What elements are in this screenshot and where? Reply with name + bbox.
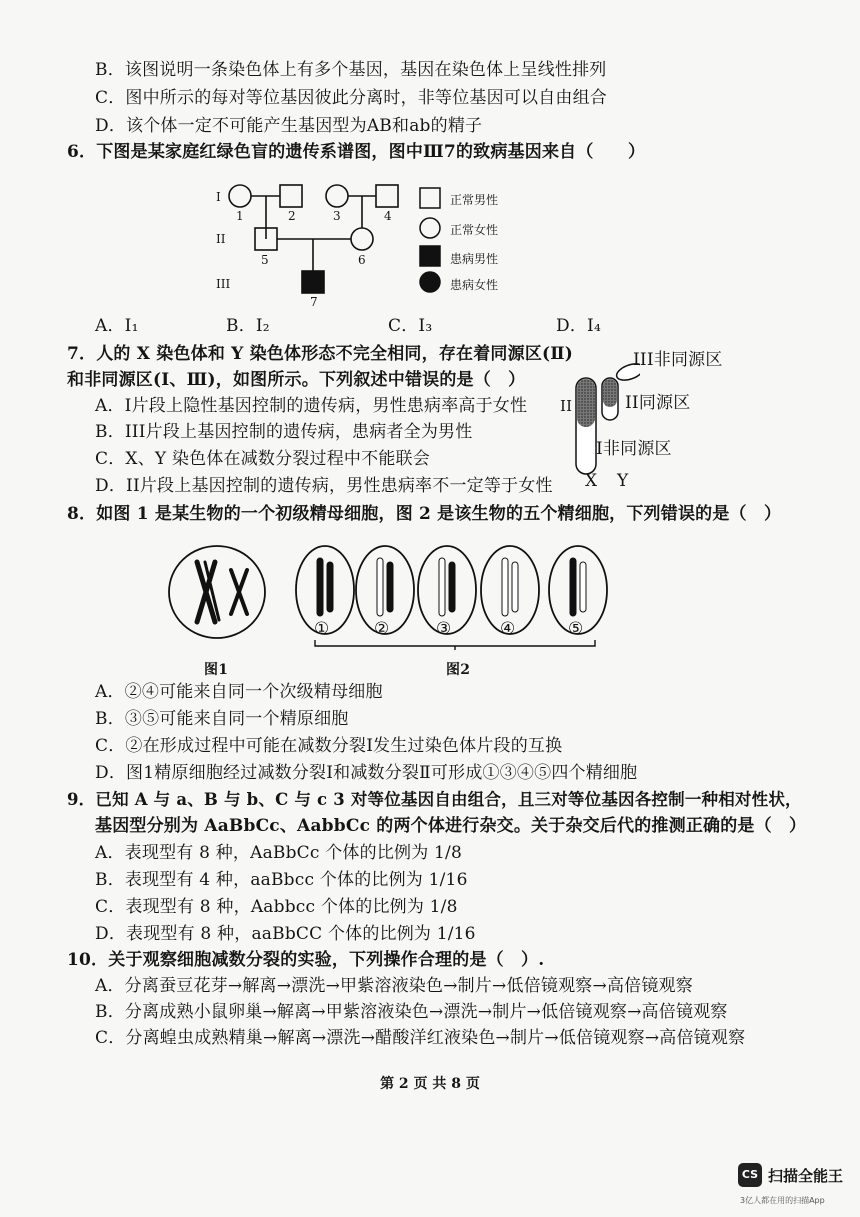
ind-label-5: 5 [261, 253, 269, 267]
pedigree-i3-female [326, 185, 348, 207]
watermark-subtitle: 3亿人都在用的扫描App [740, 1196, 825, 1205]
gen-label-ii: II [216, 232, 226, 246]
pedigree-iii7-affected-male [302, 271, 324, 293]
legend-normal-male-symbol [420, 188, 440, 208]
q10-option-c: C．分离蝗虫成熟精巢→解离→漂洗→醋酸洋红液染色→制片→低倍镜观察→高倍镜观察 [95, 1028, 746, 1048]
q9-option-a: A．表现型有 8 种，AaBbCc 个体的比例为 1/8 [95, 843, 462, 863]
q10-stem: 10．关于观察细胞减数分裂的实验，下列操作合理的是（ ）. [67, 950, 545, 970]
q9-stem-line1: 9．已知 A 与 a、B 与 b、C 与 c 3 对等位基因自由组合，且三对等位基因各控制一种相对性状， [67, 790, 802, 809]
q5-option-b: B．该图说明一条染色体上有多个基因，基因在染色体上呈线性排列 [95, 60, 607, 80]
legend-affected-female-symbol [420, 272, 440, 292]
fig-label-iii-nonhomologous: III非同源区 [633, 350, 723, 370]
camscanner-logo-icon: CS [738, 1163, 762, 1187]
y-homologous-region [603, 379, 617, 407]
q7-option-d: D．II片段上基因控制的遗传病，男性患病率不一定等于女性 [95, 476, 553, 496]
gen-label-i: I [216, 190, 221, 204]
q9-option-c: C．表现型有 8 种，Aabbcc 个体的比例为 1/8 [95, 897, 458, 917]
figure-2-label: 图2 [446, 662, 471, 678]
gen-label-iii: III [216, 277, 231, 291]
q7-option-c: C．X、Y 染色体在减数分裂过程中不能联会 [95, 449, 430, 469]
q8-stem: 8．如图 1 是某生物的一个初级精母细胞，图 2 是该生物的五个精细胞，下列错误的是（ ） [67, 504, 782, 524]
ind-label-1: 1 [236, 209, 244, 223]
ind-label-7: 7 [310, 295, 318, 309]
cell-label-4: ④ [500, 619, 516, 639]
q10-option-b: B．分离成熟小鼠卵巢→解离→甲紫溶液染色→漂洗→制片→低倍镜观察→高倍镜观察 [95, 1002, 728, 1022]
ind-label-6: 6 [358, 253, 366, 267]
q5-option-c: C．图中所示的每对等位基因彼此分离时，非等位基因可以自由组合 [95, 88, 608, 108]
primary-spermatocyte-cell [169, 546, 265, 638]
cell-label-2: ② [374, 619, 390, 639]
q8-option-d: D．图1精原细胞经过减数分裂Ⅰ和减数分裂Ⅱ可形成①③④⑤四个精细胞 [95, 763, 638, 783]
legend-affected-male: 患病男性 [450, 252, 499, 266]
pedigree-i4-male [376, 185, 398, 207]
q8-option-a: A．②④可能来自同一个次级精母细胞 [95, 682, 383, 702]
pedigree-ii6-female [351, 228, 373, 250]
legend-affected-female: 患病女性 [450, 278, 499, 292]
q7-stem-line2: 和非同源区(Ⅰ、Ⅲ)，如图所示。下列叙述中错误的是（ ） [67, 370, 526, 390]
q9-stem-line2: 基因型分别为 AaBbCc、AabbCc 的两个体进行杂交。关于杂交后代的推测正确的是（ ） [95, 816, 807, 836]
q6-option-d: D．I₄ [556, 316, 601, 336]
pedigree-i2-male [280, 185, 302, 207]
q6-option-b: B．I₂ [226, 316, 270, 336]
legend-normal-female: 正常女性 [450, 223, 499, 237]
q10-option-a: A．分离蚕豆花芽→解离→漂洗→甲紫溶液染色→制片→低倍镜观察→高倍镜观察 [95, 976, 693, 996]
legend-normal-male: 正常男性 [450, 193, 499, 207]
q5-option-d: D．该个体一定不可能产生基因型为AB和ab的精子 [95, 116, 483, 136]
q8-option-c: C．②在形成过程中可能在减数分裂Ⅰ发生过染色体片段的互换 [95, 736, 563, 756]
q6-option-a: A．I₁ [95, 316, 139, 336]
q9-option-d: D．表现型有 8 种，aaBbCC 个体的比例为 1/16 [95, 924, 476, 944]
legend-normal-female-symbol [420, 218, 440, 238]
ind-label-4: 4 [384, 209, 392, 223]
page-footer: 第 2 页 共 8 页 [380, 1076, 480, 1092]
legend-affected-male-symbol [420, 246, 440, 266]
q9-option-b: B．表现型有 4 种，aaBbcc 个体的比例为 1/16 [95, 870, 468, 890]
cell-label-1: ① [314, 619, 330, 639]
q7-option-a: A．I片段上隐性基因控制的遗传病，男性患病率高于女性 [95, 396, 528, 416]
fig-label-x: X [585, 471, 598, 491]
cell-label-3: ③ [436, 619, 452, 639]
ind-label-2: 2 [288, 209, 296, 223]
watermark-title: 扫描全能王 [768, 1167, 844, 1185]
q7-option-b: B．III片段上基因控制的遗传病，患病者全为男性 [95, 422, 473, 442]
q8-option-b: B．③⑤可能来自同一个精原细胞 [95, 709, 349, 729]
cell-label-5: ⑤ [568, 619, 584, 639]
q6-option-c: C．I₃ [388, 316, 433, 336]
figure-1-label: 图1 [204, 662, 229, 678]
fig-label-ii-homologous: II同源区 [625, 393, 691, 413]
meiosis-figure [165, 540, 625, 650]
q6-stem: 6．下图是某家庭红绿色盲的遗传系谱图，图中Ⅲ7的致病基因来自（ ） [67, 142, 646, 162]
x-homologous-region [577, 379, 595, 427]
ind-label-3: 3 [333, 209, 341, 223]
pedigree-i1-female [229, 185, 251, 207]
q7-stem-line1: 7．人的 X 染色体和 Y 染色体形态不完全相同，存在着同源区(Ⅱ) [67, 344, 574, 364]
fig-label-y: Y [617, 471, 629, 491]
fig-label-i-nonhomologous: I非同源区 [596, 439, 672, 459]
fig-label-ii-left: II [560, 397, 573, 415]
